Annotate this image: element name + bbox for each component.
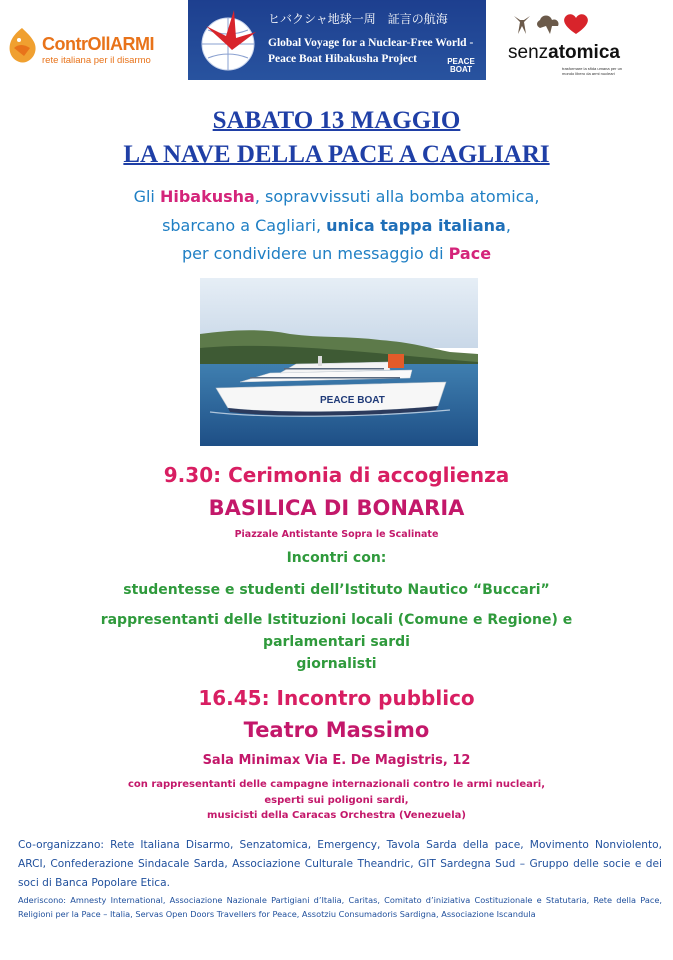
banner-line1: Global Voyage for a Nuclear-Free World - <box>268 37 474 49</box>
peace-boat-banner <box>188 0 486 80</box>
event2-detail: musicisti della Caracas Orchestra (Venezuela) <box>207 810 466 821</box>
event1-place: BASILICA DI BONARIA <box>208 496 465 520</box>
event2-place: Teatro Massimo <box>243 718 430 742</box>
animals-heart-icon <box>510 12 590 38</box>
controllarmi-tagline: rete italiana per il disarmo <box>42 55 151 66</box>
meetings-label: Incontri con: <box>286 550 387 566</box>
ship-hull-label: PEACE BOAT <box>320 395 385 406</box>
title-main: LA NAVE DELLA PACE A CAGLIARI <box>123 141 550 168</box>
peace-boat-badge: PEACE BOAT <box>447 57 475 74</box>
event2-room: Sala Minimax Via E. De Magistris, 12 <box>202 753 471 768</box>
event2-time: 16.45: Incontro pubblico <box>198 686 475 710</box>
senzatomica-logo <box>508 12 630 80</box>
senzatomica-wordmark: senzatomica <box>508 42 620 63</box>
meeting-item: parlamentari sardi <box>263 634 410 650</box>
organizers-text: Co-organizzano: Rete Italiana Disarmo, Senzatomica, Emergency, Tavola Sarda della pace, Movimento Nonviolento, ARCI, Confederazione Sindacale Sarda, Associazione Culturale Theandric, GIT Sardegna Sud – Gruppo delle socie e dei soci di Banca Popolare Etica. <box>18 839 662 889</box>
controllarmi-wordmark: ContrOllARMI <box>42 34 154 54</box>
intro-line2: sbarcano a Cagliari, unica tappa italiana, <box>162 216 511 235</box>
globe-crane-icon <box>196 6 260 74</box>
event2-detail: esperti sui poligoni sardi, <box>264 795 409 806</box>
peace-boat-photo <box>200 278 478 446</box>
dove-hand-icon <box>4 26 40 66</box>
intro-line3: per condividere un messaggio di Pace <box>181 244 492 263</box>
senzatomica-tagline: trasformare la sfida umana per un mondo libero da armi nucleari <box>562 66 623 76</box>
japanese-title: ヒバクシャ地球一周 証言の航海 <box>268 12 448 26</box>
event2-detail: con rappresentanti delle campagne internazionali contro le armi nucleari, <box>127 779 546 790</box>
event1-time: 9.30: Cerimonia di accoglienza <box>163 463 510 487</box>
intro-line1: Gli Hibakusha, sopravvissuti alla bomba atomica, <box>133 187 540 206</box>
banner-line2: Peace Boat Hibakusha Project <box>268 53 417 65</box>
event1-location-detail: Piazzale Antistante Sopra le Scalinate <box>234 529 439 540</box>
meeting-item: giornalisti <box>296 656 377 672</box>
meeting-item: rappresentanti delle Istituzioni locali (Comune e Regione) e <box>100 612 573 628</box>
controllarmi-logo <box>4 22 176 68</box>
meeting-item: studentesse e studenti dell’Istituto Nautico “Buccari” <box>123 582 550 598</box>
adherents-text: Aderiscono: Amnesty International, Associazione Nazionale Partigiani d’Italia, Caritas, Comitato d’iniziativa Costituzionale e Statutaria, Rete della Pace, Religioni per la Pace – Italia, Servas Open Doors Travellers for Peace, Assotziu Consumadoris Sardigna, Associazione Iscandula <box>18 895 662 919</box>
title-date: SABATO 13 MAGGIO <box>212 107 461 134</box>
